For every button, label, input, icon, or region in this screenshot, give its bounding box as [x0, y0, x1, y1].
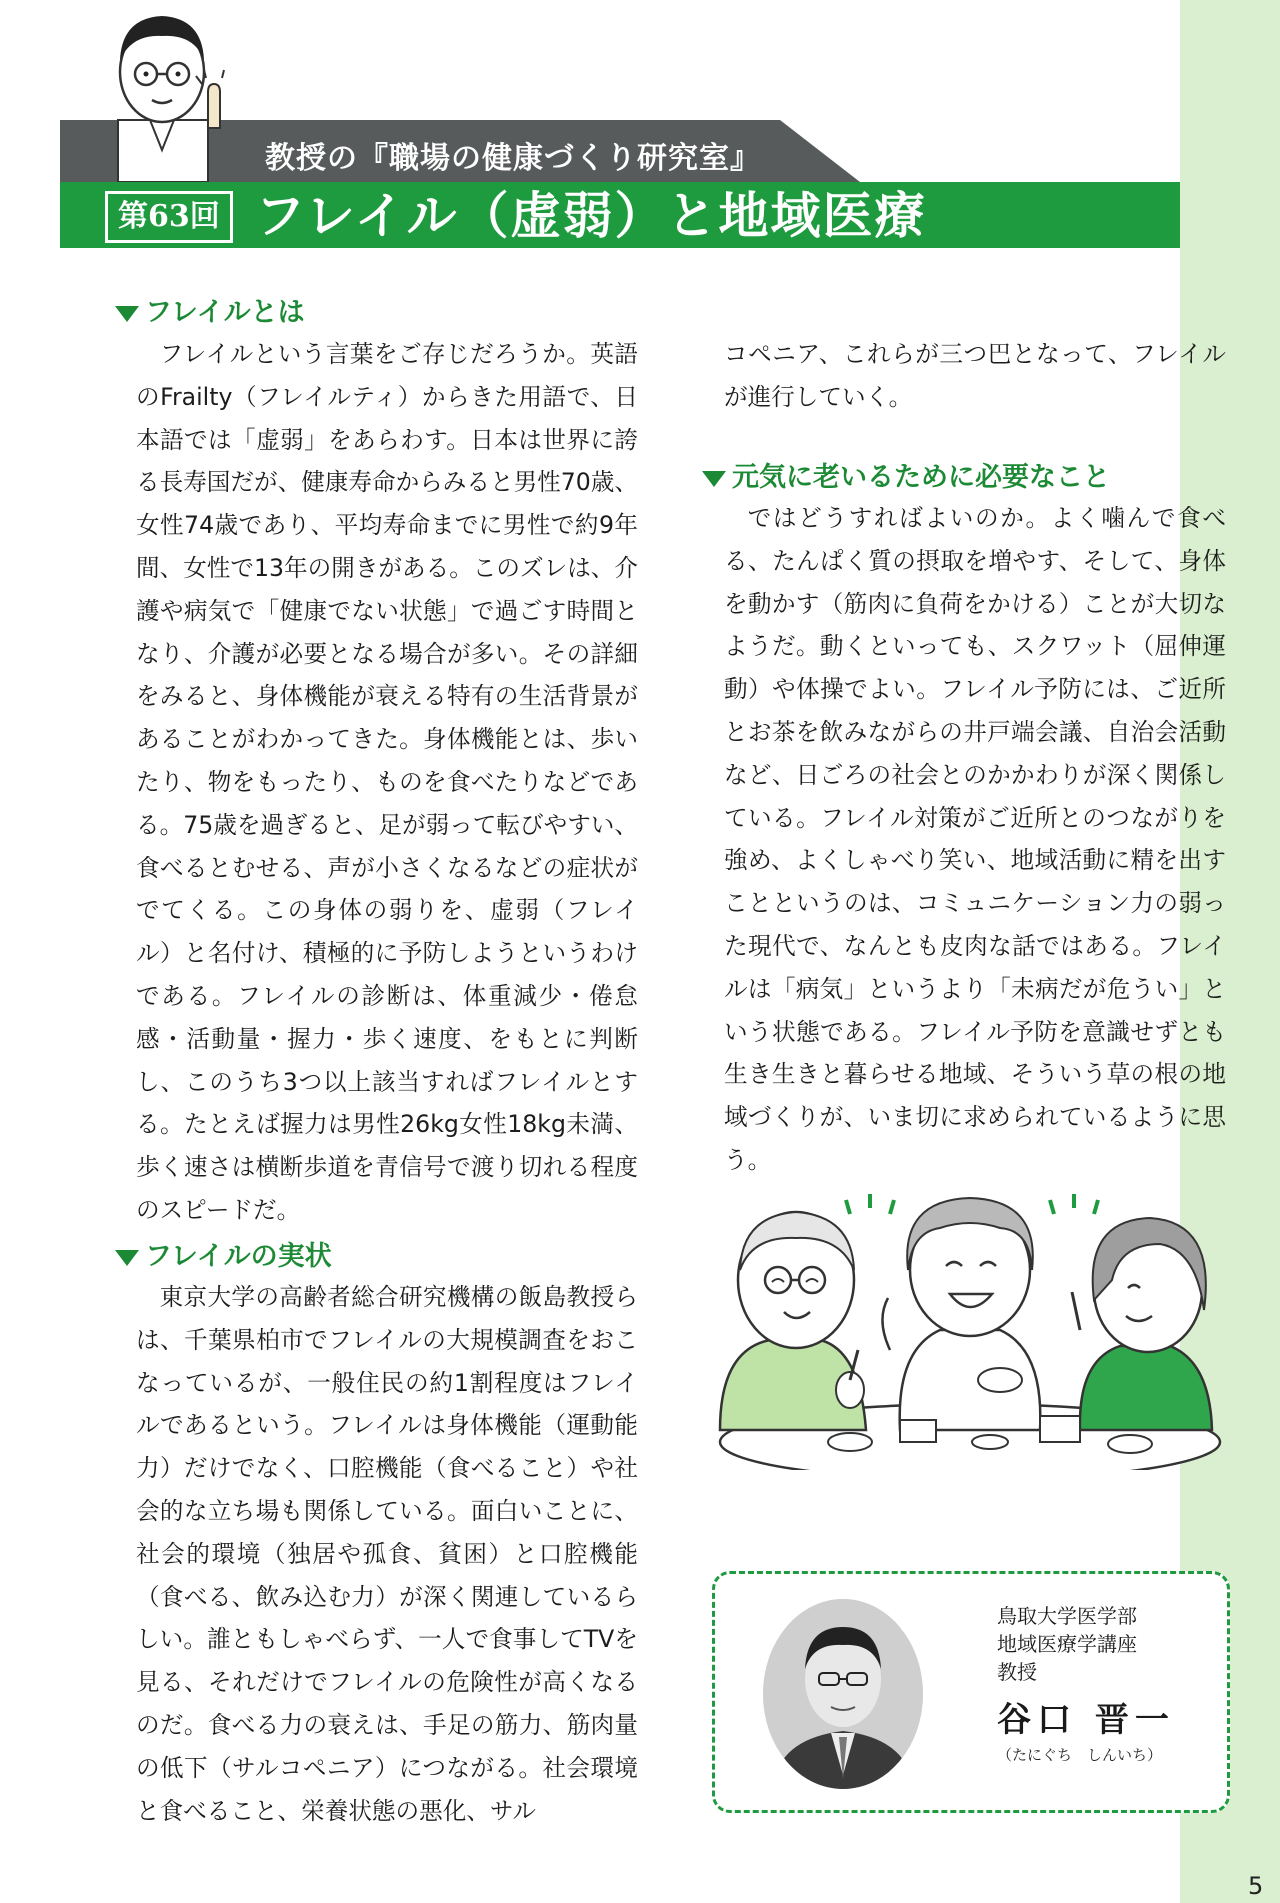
section-body-2: 東京大学の高齢者総合研究機構の飯島教授らは、千葉県柏市でフレイルの大規模調査をおこなっているが、一般住民の約1割程度はフレイルであるという。フレイルは身体機能（運動能力）だけでなく、口腔機能（食べること）や社会的な立ち場も関係している。面白いことに、社会的環境（独居や孤食、貧困）と口腔機能（食べる、飲み込む力）が深く関連しているらしい。誰ともしゃべらず、一人で食事してTVを見る、それだけでフレイルの危険性が高くなるのだ。食べる力の衰えは、手足の筋力、筋肉量の低下（サルコペニア）につながる。社会環境と食べること、栄養状態の悪化、サル [136, 1283, 638, 1825]
triangle-down-icon [115, 306, 139, 322]
elderly-tea-party-illustration [700, 1180, 1240, 1470]
author-name: 谷口 晋一 [997, 1700, 1175, 1740]
triangle-down-icon [115, 1250, 139, 1266]
professor-avatar-illustration [90, 0, 250, 182]
author-profile-card [712, 1571, 1230, 1813]
section-body-3: ではどうすればよいのか。よく噛んで食べる、たんぱく質の摂取を増やす、そして、身体を動かす（筋肉に負荷をかける）ことが大切なようだ。動くといっても、スクワット（屈伸運動）や体操でよい。フレイル予防には、ご近所とお茶を飲みながらの井戸端会議、自治会活動など、日ごろの社会とのかかわりが深く関係している。フレイル対策がご近所とのつながりを強め、よくしゃべり笑い、地域活動に精を出すことというのは、コミュニケーション力の弱った現代で、なんとも皮肉な話ではある。フレイルは「病気」というより「未病だが危うい」という状態である。フレイル予防を意識せずとも生き生きと暮らせる地域、そういう草の根の地域づくりが、いま切に求められているように思う。 [724, 504, 1226, 1174]
author-portrait-icon [763, 1599, 923, 1789]
issue-number: 第63回 [105, 191, 233, 243]
section-heading-2: フレイルの実状 [115, 1234, 332, 1273]
page-number: 5 [1248, 1872, 1264, 1900]
section-heading-1: フレイルとは [115, 290, 305, 329]
section-body-2-continued: コペニア、これらが三つ巴となって、フレイルが進行していく。 [724, 340, 1226, 411]
author-photo [763, 1599, 923, 1789]
author-name-reading: （たにぐち しんいち） [997, 1746, 1163, 1764]
section-heading-3: 元気に老いるために必要なこと [702, 455, 1110, 494]
author-affiliation: 鳥取大学医学部 地域医療学講座 教授 [997, 1604, 1137, 1684]
series-title: 教授の『職場の健康づくり研究室』 [265, 141, 761, 176]
section-body-1: フレイルという言葉をご存じだろうか。英語のFrailty（フレイルティ）からきた用語で、日本語では「虚弱」をあらわす。日本は世界に誇る長寿国だが、健康寿命からみると男性70歳、女性74歳であり、平均寿命までに男性で約9年間、女性で13年の開きがある。このズレは、介護や病気で「健康でない状態」で過ごす時間となり、介護が必要となる場合が多い。その詳細をみると、身体機能が衰える特有の生活背景があることがわかってきた。身体機能とは、歩いたり、物をもったり、ものを食べたりなどである。75歳を過ぎると、足が弱って転びやすい、食べるとむせる、声が小さくなるなどの症状がでてくる。この身体の弱りを、虚弱（フレイル）と名付け、積極的に予防しようというわけである。フレイルの診断は、体重減少・倦怠感・活動量・握力・歩く速度、をもとに判断し、このうち3つ以上該当すればフレイルとする。たとえば握力は男性26kg女性18kg未満、歩く速さは横断歩道を青信号で渡り切れる程度のスピードだ。 [136, 340, 638, 1224]
article-title: フレイル（虚弱）と地域医療 [255, 186, 927, 245]
triangle-down-icon [702, 471, 726, 487]
